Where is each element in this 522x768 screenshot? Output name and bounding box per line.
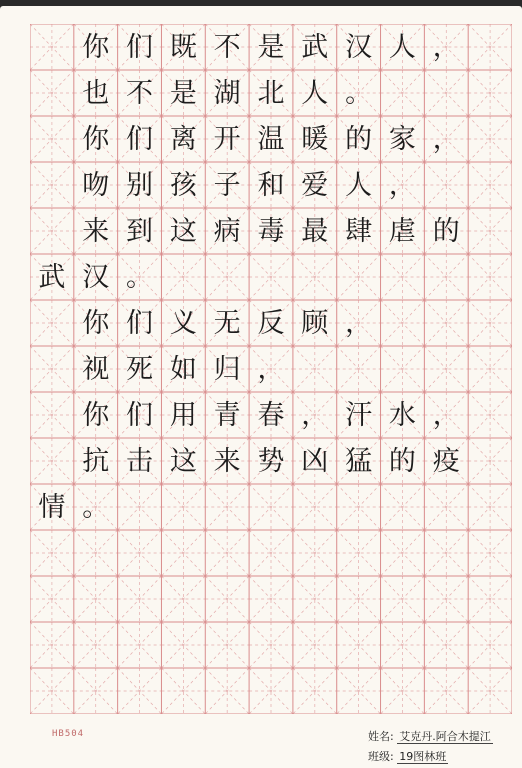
character-cell: 人 bbox=[345, 169, 373, 201]
character-cell: ， bbox=[432, 399, 460, 431]
character-cell: 势 bbox=[257, 445, 285, 477]
character-cell: 和 bbox=[257, 169, 285, 201]
character-cell: 到 bbox=[126, 215, 154, 247]
character-cell: 毒 bbox=[257, 215, 285, 247]
character-cell: 暖 bbox=[301, 123, 329, 155]
character-cell: ， bbox=[432, 31, 460, 63]
character-cell: ， bbox=[345, 307, 373, 339]
text-row bbox=[30, 208, 512, 254]
text-row bbox=[30, 24, 512, 70]
signature-class bbox=[368, 748, 448, 764]
character-cell: 吻 bbox=[82, 169, 110, 201]
character-cell: 开 bbox=[213, 123, 241, 155]
text-row bbox=[30, 300, 512, 346]
character-cell: 你 bbox=[82, 123, 110, 155]
character-cell: ， bbox=[301, 399, 329, 431]
character-cell: 武 bbox=[301, 31, 329, 63]
character-cell: 的 bbox=[388, 445, 416, 477]
paper-code: HB504 bbox=[52, 729, 85, 739]
character-cell: ， bbox=[257, 353, 285, 385]
text-row bbox=[30, 254, 512, 300]
character-cell: 这 bbox=[169, 445, 197, 477]
class-value: 19图林班 bbox=[399, 750, 447, 763]
character-cell: 青 bbox=[213, 399, 241, 431]
character-cell: 来 bbox=[82, 215, 110, 247]
character-cell: 死 bbox=[126, 353, 154, 385]
character-cell: 反 bbox=[257, 307, 285, 339]
character-cell: 肆 bbox=[345, 215, 373, 247]
text-row bbox=[30, 70, 512, 116]
character-cell: 抗 bbox=[82, 445, 110, 477]
character-cell: 春 bbox=[257, 399, 285, 431]
character-cell: 。 bbox=[345, 77, 373, 109]
character-cell: 离 bbox=[169, 123, 197, 155]
character-cell: 凶 bbox=[301, 445, 329, 477]
signature-name bbox=[368, 728, 493, 744]
character-cell: 人 bbox=[301, 77, 329, 109]
character-cell: 视 bbox=[82, 353, 110, 385]
character-cell: 你 bbox=[82, 31, 110, 63]
name-value: 艾克丹.阿合木提江 bbox=[399, 730, 491, 743]
character-cell: 你 bbox=[82, 307, 110, 339]
character-cell: 归 bbox=[213, 353, 241, 385]
character-cell: 人 bbox=[388, 31, 416, 63]
character-cell: 。 bbox=[82, 491, 110, 523]
character-cell: ， bbox=[388, 169, 416, 201]
character-cell: 。 bbox=[126, 261, 154, 293]
text-row bbox=[30, 484, 512, 530]
character-cell: 汉 bbox=[82, 261, 110, 293]
character-cell: 们 bbox=[126, 399, 154, 431]
character-cell: 顾 bbox=[301, 307, 329, 339]
character-cell: 也 bbox=[82, 77, 110, 109]
character-cell: 别 bbox=[126, 169, 154, 201]
name-label: 姓名: bbox=[368, 730, 394, 743]
character-cell: 猛 bbox=[345, 445, 373, 477]
character-cell: 不 bbox=[213, 31, 241, 63]
character-cell: 们 bbox=[126, 123, 154, 155]
character-cell: 汗 bbox=[345, 399, 373, 431]
character-cell: 子 bbox=[213, 169, 241, 201]
character-cell: 你 bbox=[82, 399, 110, 431]
character-cell: 的 bbox=[345, 123, 373, 155]
character-cell: 来 bbox=[213, 445, 241, 477]
character-cell: 武 bbox=[38, 261, 66, 293]
character-cell: 如 bbox=[169, 353, 197, 385]
character-cell: 情 bbox=[38, 491, 66, 523]
character-cell: 北 bbox=[257, 77, 285, 109]
character-cell: 既 bbox=[169, 31, 197, 63]
character-cell: 们 bbox=[126, 307, 154, 339]
text-row bbox=[30, 438, 512, 484]
character-cell: 汉 bbox=[345, 31, 373, 63]
character-cell: 湖 bbox=[213, 77, 241, 109]
character-cell: 最 bbox=[301, 215, 329, 247]
character-cell: 击 bbox=[126, 445, 154, 477]
character-cell: 虐 bbox=[388, 215, 416, 247]
character-cell: 是 bbox=[257, 31, 285, 63]
character-cell: 的 bbox=[432, 215, 460, 247]
character-cell: 用 bbox=[169, 399, 197, 431]
text-row bbox=[30, 116, 512, 162]
class-label: 班级: bbox=[368, 750, 394, 763]
character-cell: ， bbox=[432, 123, 460, 155]
character-cell: 义 bbox=[169, 307, 197, 339]
character-cell: 水 bbox=[388, 399, 416, 431]
practice-paper bbox=[0, 6, 522, 768]
character-cell: 病 bbox=[213, 215, 241, 247]
character-cell: 疫 bbox=[432, 445, 460, 477]
character-cell: 不 bbox=[126, 77, 154, 109]
character-cell: 无 bbox=[213, 307, 241, 339]
text-row bbox=[30, 392, 512, 438]
character-cell: 孩 bbox=[169, 169, 197, 201]
character-cell: 这 bbox=[169, 215, 197, 247]
text-row bbox=[30, 346, 512, 392]
character-cell: 温 bbox=[257, 123, 285, 155]
text-row bbox=[30, 162, 512, 208]
character-cell: 们 bbox=[126, 31, 154, 63]
character-cell: 爱 bbox=[301, 169, 329, 201]
character-cell: 家 bbox=[388, 123, 416, 155]
character-cell: 是 bbox=[169, 77, 197, 109]
